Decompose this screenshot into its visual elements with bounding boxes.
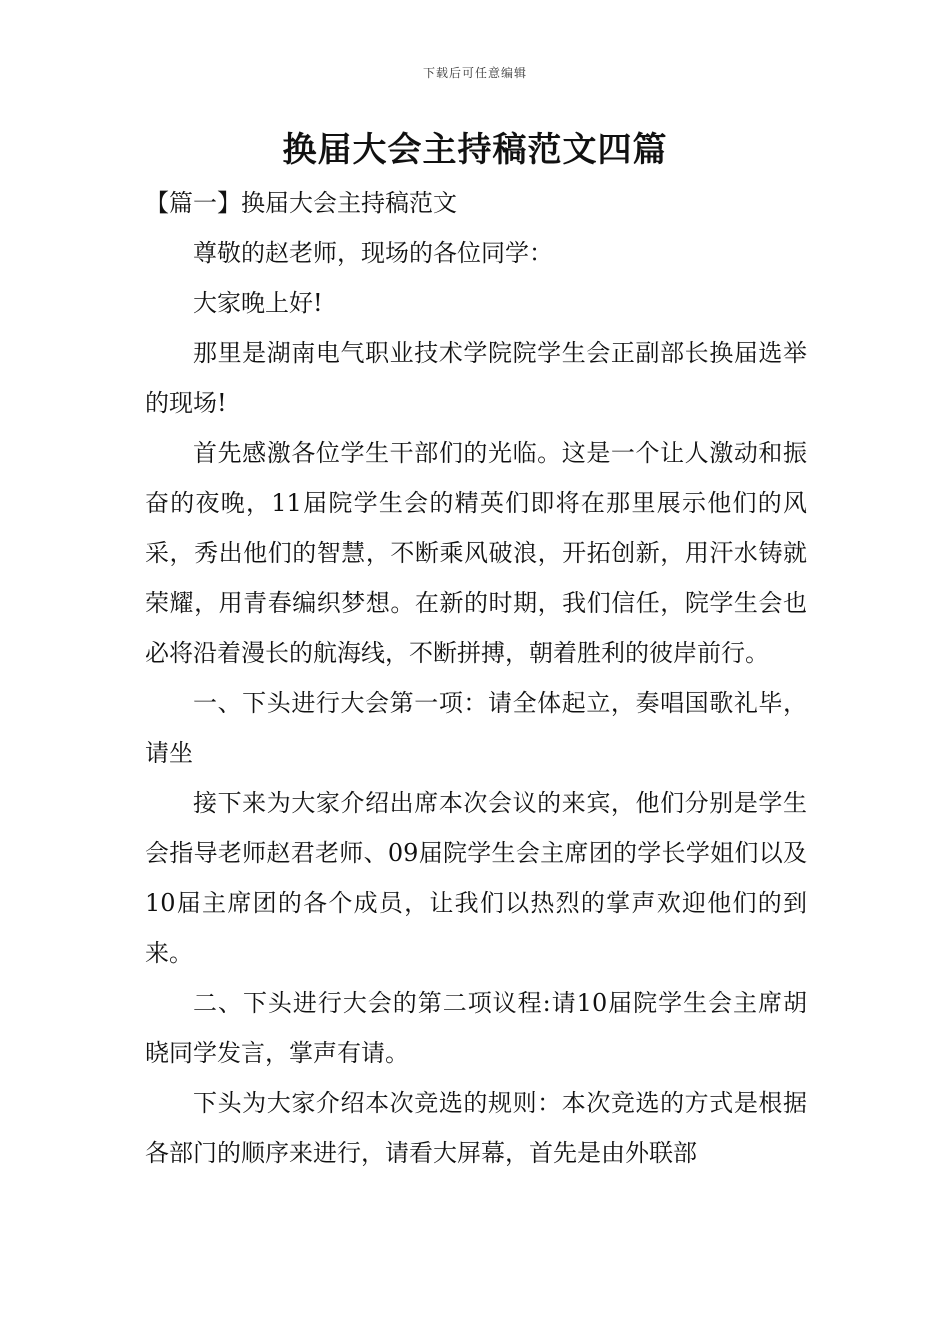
paragraph-greeting: 尊敬的赵老师，现场的各位同学： <box>193 239 553 267</box>
paragraph-thanks: 首先感激各位学生干部们的光临。这是一个让人激动和振奋的夜晚，11届院学生会的精英们即将在那里展示他们的风采，秀出他们的智慧，不断乘风破浪，开拓创新，用汗水铸就荣耀，用青春编织梦想。在新的时期，我们信任，院学生会也必将沿着漫长的航海线，不断拼搏，朝着胜利的彼岸前行。 <box>145 439 807 667</box>
document-title: 换届大会主持稿范文四篇 <box>282 130 668 170</box>
paragraph-venue: 那里是湖南电气职业技术学院院学生会正副部长换届选举的现场! <box>145 339 807 417</box>
document-body <box>145 178 807 1178</box>
paragraph-agenda-one: 一、下头进行大会第一项：请全体起立，奏唱国歌礼毕，请坐 <box>145 689 807 767</box>
paragraph-guests: 接下来为大家介绍出席本次会议的来宾，他们分别是学生会指导老师赵君老师、09届院学生会主席团的学长学姐们以及10届主席团的各个成员，让我们以热烈的掌声欢迎他们的到来。 <box>145 789 807 967</box>
paragraph-evening-greeting: 大家晚上好! <box>193 289 323 317</box>
header-note: 下载后可任意编辑 <box>422 66 527 80</box>
paragraph-agenda-two: 二、下头进行大会的第二项议程:请10届院学生会主席胡晓同学发言，掌声有请。 <box>145 989 807 1067</box>
paragraph-rules: 下头为大家介绍本次竞选的规则：本次竞选的方式是根据各部门的顺序来进行，请看大屏幕，首先是由外联部 <box>145 1089 807 1167</box>
section-heading: 【篇一】换届大会主持稿范文 <box>145 189 457 217</box>
